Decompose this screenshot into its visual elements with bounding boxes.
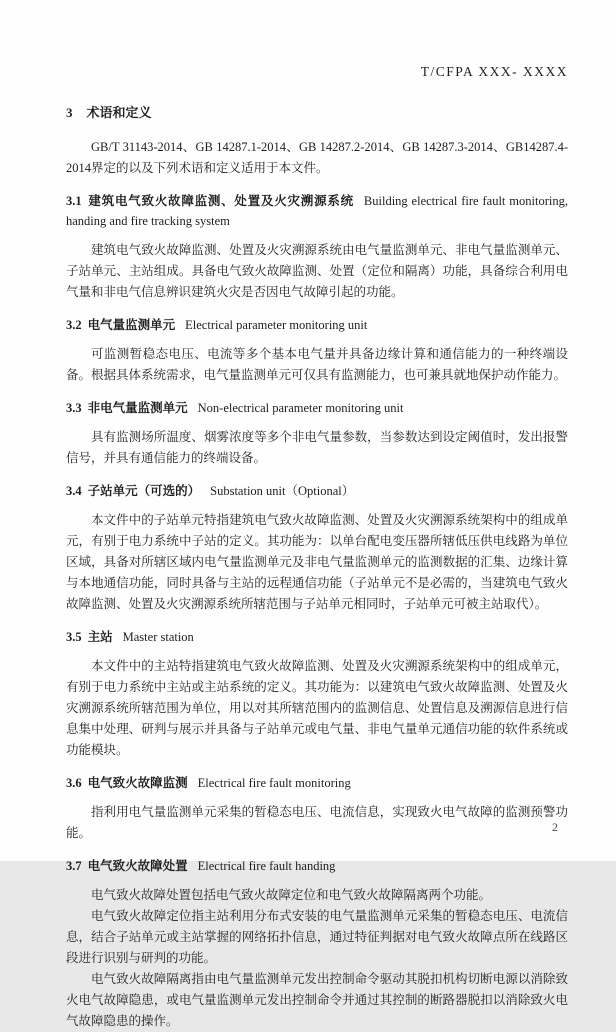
- chapter-title: 术语和定义: [86, 105, 152, 120]
- section-number: 3.6: [66, 776, 82, 790]
- section-3-6: [66, 773, 568, 844]
- section-paragraph: 具有监测场所温度、烟雾浓度等多个非电气量参数，当参数达到设定阈值时，发出报警信号，并具有通信能力的终端设备。: [66, 430, 568, 465]
- section-title-zh: 电气致火故障监测: [87, 776, 188, 790]
- section-title-zh: 电气致火故障处置: [87, 859, 188, 873]
- section-title-en: Electrical parameter monitoring unit: [185, 318, 368, 332]
- section-title-en: Building electrical fire fault monitoring, handing and fire tracking system: [66, 194, 568, 228]
- document-code-header: T/CFPA XXX- XXXX: [420, 64, 568, 79]
- section-3-2: [66, 315, 568, 386]
- section-number: 3.7: [66, 859, 82, 873]
- intro-paragraph: GB/T 31143-2014、GB 14287.1-2014、GB 14287.2-2014、GB 14287.3-2014、GB14287.4-2014界定的以及下列术语和定义适用于本文件。: [66, 140, 568, 175]
- section-title-en: Non-electrical parameter monitoring unit: [197, 401, 404, 415]
- section-title-zh: 主站: [87, 630, 113, 644]
- section-number: 3.5: [66, 630, 82, 644]
- section-number: 3.4: [66, 484, 82, 498]
- section-heading: [66, 856, 568, 876]
- page-number: 2: [552, 820, 558, 834]
- section-paragraph: 可监测暂稳态电压、电流等多个基本电气量并具备边缘计算和通信能力的一种终端设备。根据具体系统需求，电气量监测单元可仅具有监测能力，也可兼具就地保护动作能力。: [66, 347, 568, 382]
- section-title-en: Electrical fire fault handing: [197, 859, 336, 873]
- section-paragraph: 本文件中的主站特指建筑电气致火故障监测、处置及火灾溯源系统架构中的组成单元，有别于电力系统中主站或主站系统的定义。其功能为：以建筑电气致火故障监测、处置及火灾溯源系统所辖范围为单位，用以对其所辖范围内的监测信息、处置信息及溯源信息进行信息集中处理、研判与展示并具备与子站单元或电气量、非电气量单元通信功能的软件系统或功能模块。: [66, 659, 568, 757]
- section-title-zh: 电气量监测单元: [87, 318, 176, 332]
- section-3-7: [66, 856, 568, 1032]
- section-heading: [66, 481, 568, 501]
- section-heading: [66, 627, 568, 647]
- section-number: 3.3: [66, 401, 82, 415]
- section-paragraph: 电气致火故障处置包括电气致火故障定位和电气致火故障隔离两个功能。: [91, 888, 492, 902]
- section-3-5: [66, 627, 568, 761]
- section-3-1: [66, 191, 568, 303]
- page-content: [66, 64, 568, 1032]
- section-paragraph: 本文件中的子站单元特指建筑电气致火故障监测、处置及火灾溯源系统架构中的组成单元，有别于电力系统中子站的定义。其功能为：以单台配电变压器所辖低压供电线路为单位区域，具备对所辖区域内电气量监测单元及非电气量监测单元的监测数据的汇集、边缘计算与本地通信功能，同时具备与主站的远程通信功能（子站单元不是必需的，当建筑电气致火故障监测、处置及火灾溯源系统所辖范围与子站单元相同时，子站单元可被主站取代）。: [66, 513, 568, 611]
- chapter-heading: [66, 102, 568, 121]
- section-paragraph: 电气致火故障隔离指由电气量监测单元发出控制命令驱动其脱扣机构切断电源以消除致火电气故障隐患，或电气量监测单元发出控制命令并通过其控制的断路器脱扣以消除致火电气故障隐患的操作。: [66, 972, 568, 1028]
- section-paragraph: 电气致火故障定位指主站利用分布式安装的电气量监测单元采集的暂稳态电压、电流信息，结合子站单元或主站掌握的网络拓扑信息，通过特征判据对电气致火故障点所在线路区段进行识别与研判的功能。: [66, 909, 568, 965]
- section-title-en: Substation unit（Optional）: [210, 484, 355, 498]
- chapter-number: 3: [66, 105, 73, 120]
- section-number: 3.2: [66, 318, 82, 332]
- section-heading: [66, 191, 568, 231]
- section-paragraph: 建筑电气致火故障监测、处置及火灾溯源系统由电气量监测单元、非电气量监测单元、子站单元、主站组成。具备电气致火故障监测、处置（定位和隔离）功能，具备综合利用电气量和非电气信息辨识建筑火灾是否因电气故障引起的功能。: [66, 243, 568, 299]
- section-title-zh: 非电气量监测单元: [87, 401, 188, 415]
- section-3-3: [66, 398, 568, 469]
- section-heading: [66, 315, 568, 335]
- section-title-zh: 子站单元（可选的）: [87, 484, 201, 498]
- section-title-en: Electrical fire fault monitoring: [197, 776, 351, 790]
- section-3-4: [66, 481, 568, 615]
- section-title-en: Master station: [122, 630, 194, 644]
- section-heading: [66, 398, 568, 418]
- section-heading: [66, 773, 568, 793]
- section-number: 3.1: [66, 194, 82, 208]
- section-paragraph: 指利用电气量监测单元采集的暂稳态电压、电流信息，实现致火电气故障的监测预警功能。: [66, 805, 568, 840]
- section-title-zh: 建筑电气致火故障监测、处置及火灾溯源系统: [87, 194, 354, 208]
